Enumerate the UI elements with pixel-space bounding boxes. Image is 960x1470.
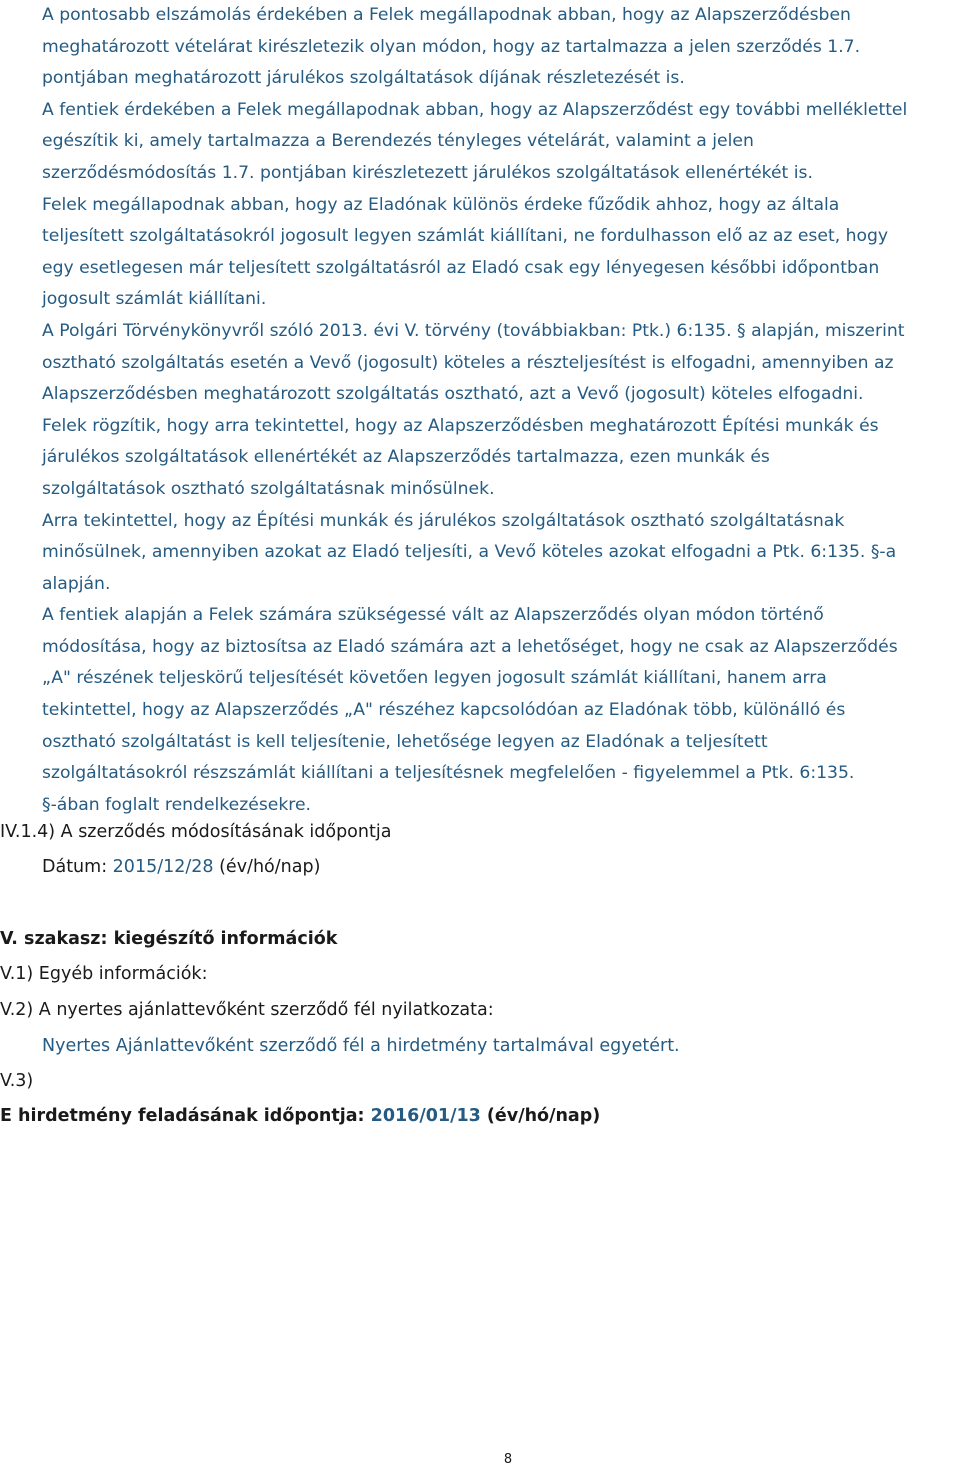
page-number: 8 xyxy=(503,1452,513,1467)
paragraph-line: minősülnek, amennyiben azokat az Eladó teljesíti, a Vevő köteles azokat elfogadni a Ptk. 6:135. §-a xyxy=(42,542,897,563)
paragraph-annex xyxy=(42,95,954,190)
paragraph-line: szolgáltatások osztható szolgáltatásnak minősülnek. xyxy=(42,478,495,499)
paragraph-line: szolgáltatásokról részszámlát kiállítani a teljesítésnek megfelelően - figyelemmel a Ptk. 6:135. xyxy=(42,763,855,784)
paragraph-divisible xyxy=(42,411,954,506)
paragraph-line: Arra tekintettel, hogy az Építési munkák és járulékos szolgáltatások osztható szolgáltatásnak xyxy=(42,510,845,531)
date-label: Dátum: xyxy=(42,857,113,877)
paragraph-line: §-ában foglalt rendelkezésekre. xyxy=(42,794,312,815)
section-v2-label: V.2) A nyertes ajánlattevőként szerződő fél nyilatkozata: xyxy=(0,1000,494,1020)
paragraph-line: osztható szolgáltatás esetén a Vevő (jogosult) köteles a részteljesítést is elfogadni, amennyiben az xyxy=(42,352,894,373)
paragraph-line: alapján. xyxy=(42,573,111,594)
paragraph-settlement xyxy=(42,0,954,95)
paragraph-invoice-interest xyxy=(42,190,954,316)
section-iv-1-4-heading: IV.1.4) A szerződés módosításának időpontja xyxy=(0,822,392,842)
paragraph-line: „A" részének teljeskörű teljesítését követően legyen jogosult számlát kiállítani, hanem arra xyxy=(42,668,827,689)
paragraph-line: Alapszerződésben meghatározott szolgáltatás osztható, azt a Vevő (jogosult) köteles elfogadni. xyxy=(42,384,864,405)
posting-format: (év/hó/nap) xyxy=(480,1106,601,1126)
paragraph-line: egészítik ki, amely tartalmazza a Berendezés tényleges vételárát, valamint a jelen xyxy=(42,131,754,152)
paragraph-line: Felek rögzítik, hogy arra tekintettel, hogy az Alapszerződésben meghatározott Építési munkák és xyxy=(42,415,879,436)
paragraph-line: A pontosabb elszámolás érdekében a Felek megállapodnak abban, hogy az Alapszerződésben xyxy=(42,5,851,25)
paragraph-line: osztható szolgáltatást is kell teljesítenie, lehetősége legyen az Eladónak a teljesített xyxy=(42,731,768,752)
section-v3-label: V.3) xyxy=(0,1071,34,1091)
paragraph-line: módosítása, hogy az biztosítsa az Eladó számára azt a lehetőséget, hogy ne csak az Alapszerződés xyxy=(42,636,898,657)
paragraph-line: pontjában meghatározott járulékos szolgáltatások díjának részletezését is. xyxy=(42,68,685,89)
modification-date xyxy=(42,855,320,879)
paragraph-line: A fentiek alapján a Felek számára szükségessé vált az Alapszerződés olyan módon történő xyxy=(42,605,824,626)
paragraph-line: teljesített szolgáltatásokról jogosult legyen számlát kiállítani, ne fordulhasson elő az az eset, hogy xyxy=(42,226,889,247)
paragraph-line: tekintettel, hogy az Alapszerződés „A" részéhez kapcsolódóan az Eladónak több, különálló és xyxy=(42,700,846,721)
date-value: 2015/12/28 xyxy=(112,857,214,877)
section-v1-label: V.1) Egyéb információk: xyxy=(0,964,208,984)
posting-date xyxy=(0,1104,600,1128)
paragraph-acceptance xyxy=(42,506,954,601)
paragraph-civil-code xyxy=(42,316,954,411)
paragraph-line: A Polgári Törvénykönyvről szóló 2013. évi V. törvény (továbbiakban: Ptk.) 6:135. § alapján, miszerint xyxy=(42,320,905,341)
date-format: (év/hó/nap) xyxy=(213,857,321,877)
paragraph-modification-need xyxy=(42,600,954,821)
posting-label: E hirdetmény feladásának időpontja: xyxy=(0,1106,371,1126)
paragraph-line: A fentiek érdekében a Felek megállapodnak abban, hogy az Alapszerződést egy további melléklettel xyxy=(42,99,908,120)
posting-value: 2016/01/13 xyxy=(370,1106,481,1126)
paragraph-line: meghatározott vételárat kirészletezik olyan módon, hogy az tartalmazza a jelen szerződés 1.7. xyxy=(42,36,861,57)
paragraph-line: jogosult számlát kiállítani. xyxy=(42,289,267,310)
body-text xyxy=(42,0,954,821)
paragraph-line: Felek megállapodnak abban, hogy az Eladónak különös érdeke fűződik ahhoz, hogy az általa xyxy=(42,194,840,215)
paragraph-line: egy esetlegesen már teljesített szolgáltatásról az Eladó csak egy lényegesen későbbi időpontban xyxy=(42,257,880,278)
section-v-heading: V. szakasz: kiegészítő információk xyxy=(0,929,338,949)
paragraph-line: járulékos szolgáltatások ellenértékét az Alapszerződés tartalmazza, ezen munkák és xyxy=(42,447,770,468)
paragraph-line: szerződésmódosítás 1.7. pontjában kirészletezett járulékos szolgáltatások ellenértékét is. xyxy=(42,162,813,183)
section-v2-value: Nyertes Ajánlattevőként szerződő fél a hirdetmény tartalmával egyetért. xyxy=(42,1036,680,1056)
